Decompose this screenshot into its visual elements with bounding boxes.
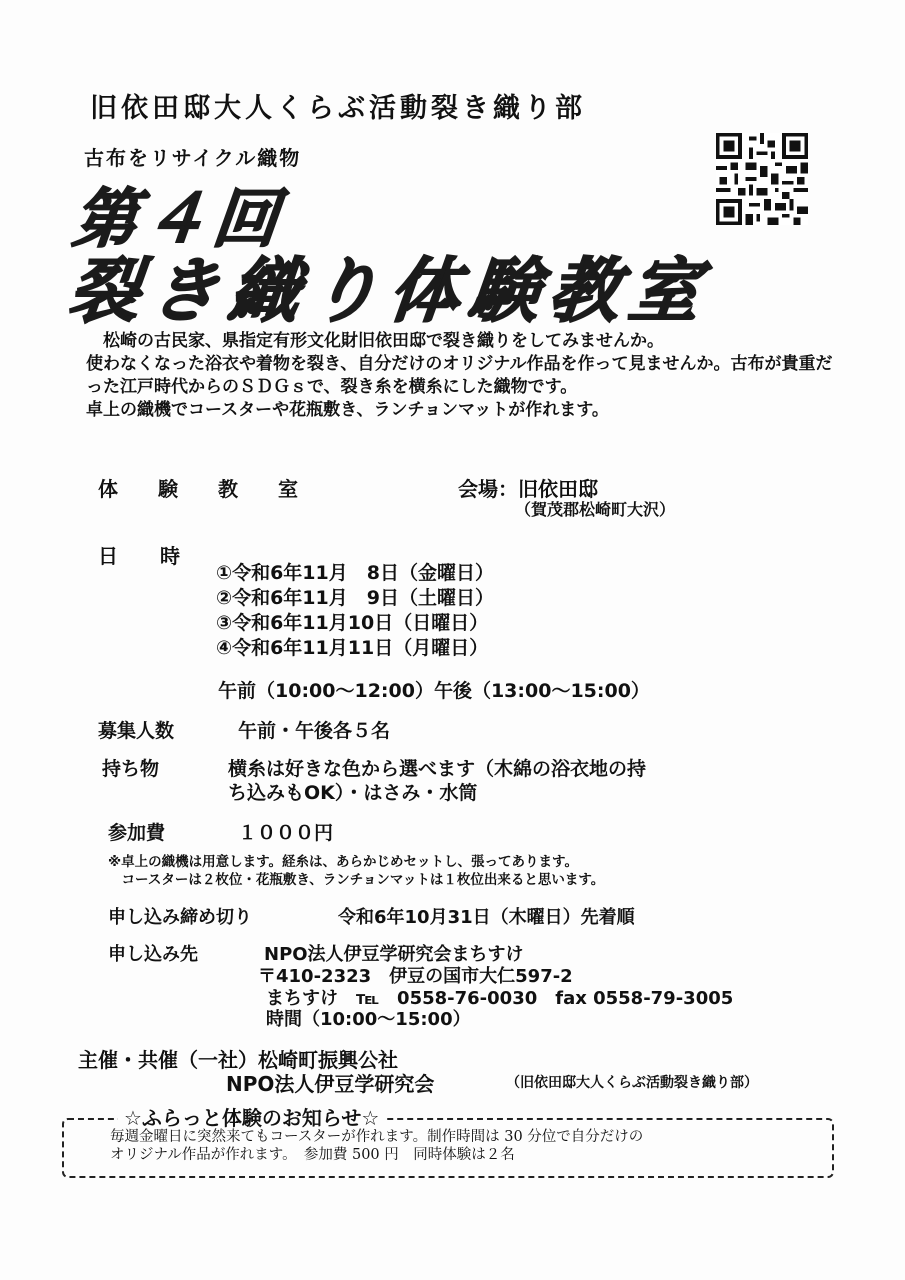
date-item: ②令和6年11月 9日（土曜日） — [216, 587, 494, 609]
date-heading: 日時 — [98, 544, 222, 568]
class-heading: 体験教室 — [98, 477, 338, 501]
note-line: コースターは２枚位・花瓶敷き、ランチョンマットは１枚位出来ると思います。 — [108, 872, 605, 888]
session-times: 午前（10:00～12:00）午後（13:00～15:00） — [218, 680, 650, 702]
organizers-main: 主催・共催（一社）松崎町振興公社 — [78, 1048, 398, 1072]
notice-text — [110, 1128, 643, 1164]
date-item: ①令和6年11月 8日（金曜日） — [216, 562, 494, 584]
date-item: ④令和6年11月11日（月曜日） — [216, 637, 489, 659]
intro-paragraph: 使わなくなった浴衣や着物を裂き、自分だけのオリジナル作品を作って見ませんか。古布が貴重だった江戸時代からのＳＤＧｓで、裂き糸を横糸にした織物です。 — [86, 354, 833, 397]
venue-address: （賀茂郡松崎町大沢） — [515, 500, 676, 519]
venue-label: 会場：旧依田邸 — [458, 477, 598, 501]
intro-text — [86, 330, 846, 422]
apply-address: 〒410-2323 伊豆の国市大仁597-2 — [258, 966, 573, 987]
capacity-label: 募集人数 — [98, 720, 175, 742]
notice-title: ☆ふらっと体験のお知らせ☆ — [118, 1102, 385, 1131]
notice-line: 毎週金曜日に突然来てもコースターが作れます。制作時間は 30 分位で自分だけの — [110, 1129, 644, 1145]
subtitle: 古布をリサイクル織物 — [84, 146, 302, 170]
title-edition: 第４回 — [69, 183, 288, 257]
capacity-value: 午前・午後各５名 — [238, 720, 391, 742]
club-name: 旧依田邸大人くらぶ活動裂き織り部 — [90, 93, 586, 124]
apply-org: NPO法人伊豆学研究会まちすけ — [264, 944, 524, 965]
belongings-label: 持ち物 — [102, 758, 160, 780]
belongings-line1: 横糸は好きな色から選べます（木綿の浴衣地の持 — [228, 758, 647, 780]
belongings-line2: ち込みもOK）・はさみ・水筒 — [228, 782, 478, 804]
apply-label: 申し込み先 — [108, 944, 198, 965]
deadline-label: 申し込み締め切り — [108, 907, 252, 928]
apply-hours: 時間（10:00～15:00） — [266, 1009, 471, 1030]
qr-code-icon — [716, 133, 808, 225]
intro-paragraph: 松崎の古民家、県指定有形文化財旧依田邸で裂き織りをしてみませんか。 — [86, 331, 664, 351]
note-line: ※卓上の織機は用意します。経糸は、あらかじめセットし、張ってあります。 — [108, 854, 578, 870]
notice-line: オリジナル作品が作れます。 参加費 500 円 同時体験は２名 — [110, 1147, 515, 1163]
organizers-note: （旧依田邸大人くらぶ活動裂き織り部） — [506, 1075, 758, 1091]
intro-paragraph: 卓上の織機でコースターや花瓶敷き、ランチョンマットが作れます。 — [86, 400, 609, 420]
date-list — [216, 561, 494, 661]
deadline-value: 令和6年10月31日（木曜日）先着順 — [338, 907, 635, 928]
organizers-second: NPO法人伊豆学研究会 — [226, 1072, 435, 1096]
fee-value: １０００円 — [238, 822, 334, 844]
page-title: 裂き織り体験教室 — [65, 250, 714, 332]
fee-label: 参加費 — [108, 822, 166, 844]
date-item: ③令和6年11月10日（日曜日） — [216, 612, 489, 634]
notes — [108, 853, 604, 889]
apply-contact: まちすけ ℡ 0558-76-0030 fax 0558-79-3005 — [266, 988, 734, 1009]
